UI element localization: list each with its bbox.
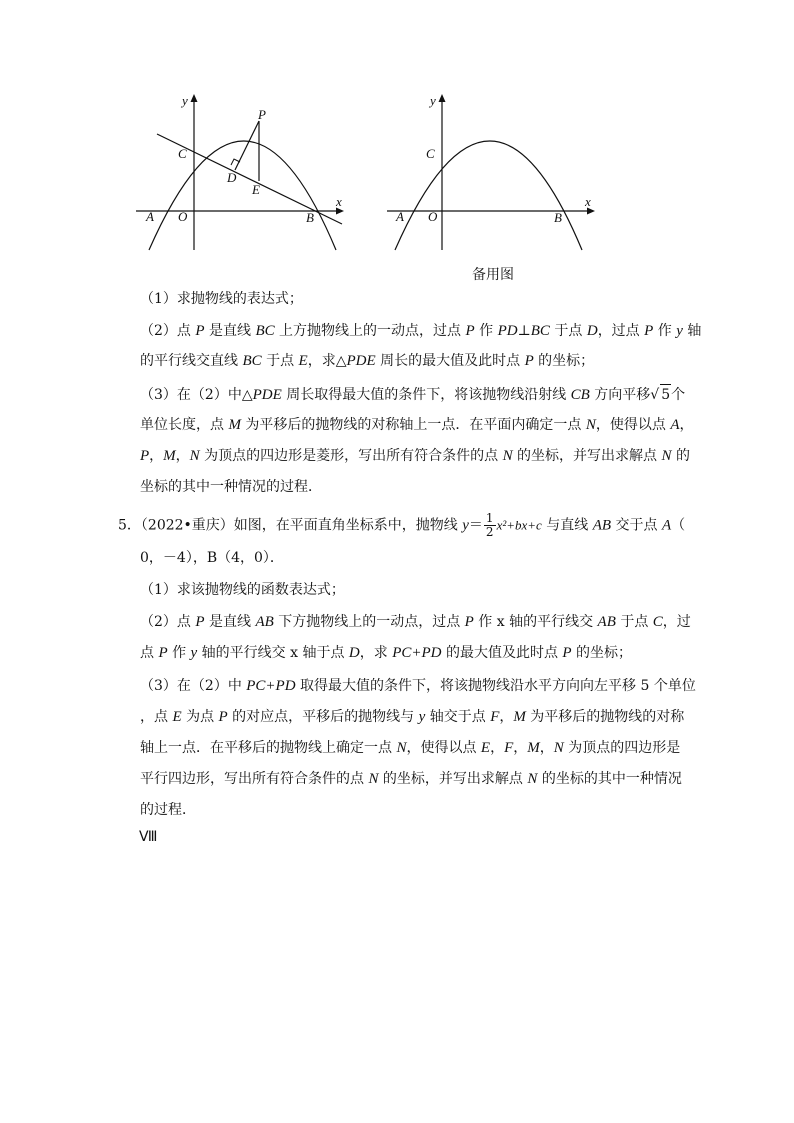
label-d: D — [227, 170, 237, 185]
figure-2-svg — [385, 88, 605, 258]
y-axis-arrow-icon — [191, 94, 198, 102]
label-c: C — [426, 146, 435, 161]
q5-part3-line3: 轴上一点．在平移后的抛物线上确定一点 N，使得以点 E，F，M，N 为顶点的四边形是 — [140, 740, 681, 756]
label-x: x — [336, 194, 342, 209]
label-a: A — [396, 209, 404, 224]
q4-part1: （1）求抛物线的表达式； — [140, 291, 303, 307]
q5-part1: （1）求该抛物线的函数表达式； — [140, 582, 345, 598]
figure-2-caption: 备用图 — [472, 267, 514, 283]
figure-1 — [130, 88, 350, 258]
q4-part2-line2: 的平行线交直线 BC 于点 E，求△PDE 周长的最大值及此时点 P 的坐标； — [140, 353, 595, 369]
fraction-one-half: $\frac{1}{2}$ — [485, 511, 494, 539]
q5-part2-line1: （2）点 P 是直线 AB 下方抛物线上的一动点，过点 P 作 x 轴的平行线交 AB 于点 C，过 — [140, 614, 691, 630]
q5-part2-line2: 点 P 作 y 轴的平行线交 x 轴于点 D，求 PC+PD 的最大值及此时点 P 的坐标； — [140, 645, 633, 661]
label-y: y — [430, 93, 436, 108]
sqrt-radicand: 5 — [660, 384, 671, 405]
sqrt-symbol: √ — [650, 387, 660, 403]
q4-part3-line3: P，M，N 为顶点的四边形是菱形，写出所有符合条件的点 N 的坐标，并写出求解点 N 的 — [140, 448, 690, 464]
label-b: B — [306, 210, 314, 225]
label-e: E — [252, 182, 260, 197]
q5-part3-line2: ，点 E 为点 P 的对应点，平移后的抛物线与 y 轴交于点 F，M 为平移后的抛物线的对称 — [140, 709, 685, 725]
q4-part3-line1: （3）在（2）中△PDE 周长取得最大值的条件下，将该抛物线沿射线 CB 方向平移√ 5个 — [140, 384, 685, 405]
label-p: P — [258, 107, 266, 122]
y-axis-arrow-icon — [439, 94, 446, 102]
label-x: x — [585, 194, 591, 209]
label-o: O — [428, 209, 438, 224]
figure-2 — [385, 88, 605, 258]
q5-stem-line2: 0，－4），B（4，0）． — [140, 550, 284, 566]
parabola — [395, 141, 582, 250]
label-a: A — [146, 209, 154, 224]
page-footer-numeral: Ⅷ — [139, 829, 158, 845]
q5-stem-line1: 5．（2022•重庆）如图，在平面直角坐标系中，抛物线 y＝ $\frac{1}{2}$ x²+bx+c 与直线 AB 交于点 A（ — [118, 511, 686, 539]
label-y: y — [182, 93, 188, 108]
q5-part3-line5: 的过程． — [140, 802, 196, 818]
q5-part3-line1: （3）在（2）中 PC+PD 取得最大值的条件下，将该抛物线沿水平方向向左平移 5 个单位 — [140, 678, 696, 694]
segment-pd — [235, 121, 259, 170]
label-o: O — [178, 209, 188, 224]
q4-part2-line1: （2）点 P 是直线 BC 上方抛物线上的一动点，过点 P 作 PD⊥BC 于点 D，过点 P 作 y 轴 — [140, 323, 702, 339]
q5-part3-line4: 平行四边形，写出所有符合条件的点 N 的坐标，并写出求解点 N 的坐标的其中一种情况 — [140, 771, 682, 787]
q4-part3-line4: 坐标的其中一种情况的过程． — [140, 479, 322, 495]
label-b: B — [554, 210, 562, 225]
q4-part3-line2: 单位长度，点 M 为平移后的抛物线的对称轴上一点．在平面内确定一点 N，使得以点 A， — [140, 417, 694, 433]
figure-1-svg — [130, 88, 350, 258]
label-c: C — [178, 146, 187, 161]
